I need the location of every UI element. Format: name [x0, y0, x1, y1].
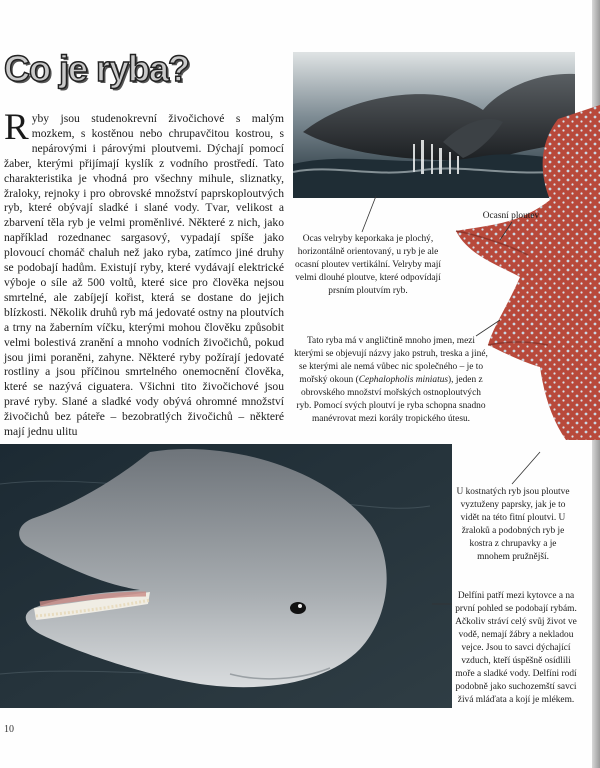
grouper-caption-part1: Tato ryba má v angličtině mnoho jmen, mezi kterými se objevují názvy jako pstruh, treska a jiné, se kterými ale nemá vůbec nic společného – je to mořský okoun ( [294, 336, 488, 385]
whale-caption: Ocas velryby keporkaka je plochý, horizontálně orientovaný, u ryb je ale ocasní ploutev vertikální. Velryby mají velmi dlouhé ploutve, které odpovídají prsním ploutvím ryb. [295, 234, 441, 296]
body-paragraph: yby jsou studenokrevní živočichové s malým mozkem, s kostěnou nebo chrupavčitou kostrou, s nepárovými i párovými ploutvemi. Dýchají pomocí žaber, kterými přijímají kyslík z vodního prostředí. Tato charakteristika je vhodná pro všechny mihule, sliznatky, žraloky, rejnoky i pro obrovské množství paprskoploutvých ryb, které obývají sladké i slané vody. Tvar, velikost a zbarvení těla ryb je velmi proměnlivé. Některé z nich, jako například rozednanec sargasový, vypadají spíše jako plovoucí chomáč chaluh než jako ryba, zatímco jiné druhy se podobají hadům. Existují ryby, které vydávají elektrické výboje o síle až 500 voltů, které sice pro člověka nejsou smrtelné, ale zabíjejí kořist, která se dostane do jejich blízkosti. Několik druhů ryb má jedovaté ostny na ploutvích a trny na žaberním víčku, kterými mohou člověku způsobit velmi bolestivá zranění a mnoho vodních živočichů, pokud jsou jimi poraněni, zahyne. Některé ryby požírají jedovaté rostliny a jsou příčinou smrtelného onemocnění člověka, které se nazývá ciguatera. Všichni tito živočichové jsou pravé ryby. Slané a sladké vody obývá ohromné množství živočichů bez páteře – bezobratlých živočichů – některé mají jednu ulitu [4, 112, 284, 439]
body-text [4, 107, 284, 440]
grouper-caption-part2: ), jeden z obrovského množství mořských ostnoploutvých ryb. Pomocí svých ploutví je ryba schopna snadno manévrovat mezi korály tropického útesu. [296, 375, 486, 424]
dolphin-caption: Delfíni patří mezi kytovce a na první pohled se podobají rybám. Ačkoliv stráví celý svůj život ve vodě, nemají žábry a nekladou vejce. Jsou to savci dýchající vzduch, kteří úspěšně osídlili moře a sladké vody. Delfíni rodí podobně jako suchozemští savci živá mláďata a kojí je mlékem. [455, 591, 577, 705]
page-number: 10 [4, 724, 14, 735]
drop-cap: R [4, 107, 29, 148]
fins-caption: U kostnatých ryb jsou ploutve vyztuženy paprsky, jak je to vidět na této fitní ploutvi. U žraloků a podobných ryb je kostra z chrupavky a je mnohem pružnější. [456, 487, 570, 562]
grouper-caption [293, 335, 489, 426]
dolphin-photo [0, 444, 452, 708]
grouper-species-name: Cephalopholis miniatus [358, 375, 449, 385]
tail-fin-label: Ocasní ploutev [482, 211, 540, 221]
page-title: Co je ryba? [4, 48, 190, 89]
